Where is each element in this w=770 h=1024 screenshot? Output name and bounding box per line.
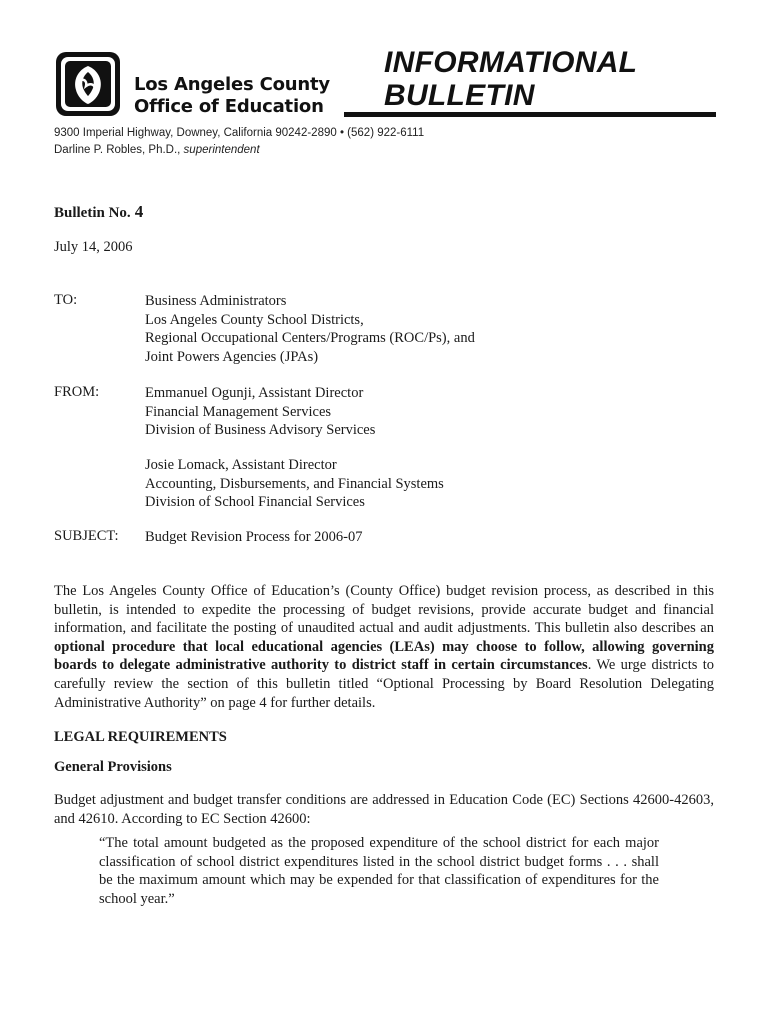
title-line1: INFORMATIONAL	[384, 46, 638, 79]
from-label: FROM:	[54, 384, 100, 400]
lacoe-logo	[54, 50, 122, 118]
from-sender-1	[145, 384, 375, 440]
bulletin-title	[384, 46, 637, 112]
address-line: 9300 Imperial Highway, Downey, California 90242-2890 • (562) 922-6111	[54, 127, 425, 139]
from-sender-2	[145, 456, 444, 512]
intro-text-end: . We urge districts to carefully review the section of this bulletin titled “Optional Processing by Board Resolution Delegating Administrative Authority” on page 4 for further details.	[54, 657, 714, 711]
superintendent-name: Darline P. Robles, Ph.D.,	[54, 144, 184, 156]
address-block	[54, 125, 424, 159]
heading-legal-requirements: LEGAL REQUIREMENTS	[54, 729, 227, 745]
intro-emphasis: optional procedure that local educational agencies (LEAs) may choose to follow, allowing governing boards to delegate administrative authority to district staff in certain circumstances	[54, 638, 714, 674]
general-paragraph: Budget adjustment and budget transfer conditions are addressed in Education Code (EC) Sections 42600-42603, and 42610. According to EC Section 42600:	[54, 792, 714, 827]
bulletin-number-value: 4	[134, 202, 144, 221]
from-line: Josie Lomack, Assistant Director	[145, 457, 337, 473]
bulletin-number	[54, 202, 143, 222]
intro-text: The Los Angeles County Office of Education’s (County Office) budget revision process, as described in this bulletin, is intended to expedite the processing of budget revisions, provide accurate budget and financial information, and facilitate the posting of unaudited actual and audit adjustments. This bulletin also describes an	[54, 583, 714, 637]
to-line: Joint Powers Agencies (JPAs)	[145, 348, 319, 365]
from-line: Division of Business Advisory Services	[145, 422, 376, 438]
from-line: Emmanuel Ogunji, Assistant Director	[145, 385, 364, 401]
bulletin-date: July 14, 2006	[54, 239, 133, 255]
from-line: Accounting, Disbursements, and Financial Systems	[145, 475, 444, 492]
to-label: TO:	[54, 292, 78, 308]
to-line: Los Angeles County School Districts,	[145, 311, 364, 328]
org-name-line2: Office of Education	[134, 96, 324, 117]
title-line2: BULLETIN	[384, 79, 535, 112]
from-line: Financial Management Services	[145, 403, 332, 420]
to-line: Business Administrators	[145, 293, 287, 309]
org-name-line1: Los Angeles County	[134, 74, 330, 95]
to-line: Regional Occupational Centers/Programs (ROC/Ps), and	[145, 330, 475, 346]
heading-general-provisions: General Provisions	[54, 759, 172, 775]
from-line: Division of School Financial Services	[145, 494, 365, 510]
subject-text: Budget Revision Process for 2006-07	[145, 529, 363, 545]
superintendent-line	[54, 142, 424, 159]
org-name	[134, 74, 330, 118]
to-recipients	[145, 292, 475, 366]
superintendent-title: superintendent	[183, 144, 260, 156]
subject-label: SUBJECT:	[54, 528, 119, 544]
intro-paragraph	[54, 582, 714, 712]
header-rule	[344, 112, 716, 117]
bulletin-number-label: Bulletin No.	[54, 205, 131, 221]
ec-quote: “The total amount budgeted as the proposed expenditure of the school district for each major classification of school district expenditures listed in the school district budget forms . . . shall be the maximum amount which may be expended for that classification of expenditures for the school year.”	[99, 835, 659, 907]
